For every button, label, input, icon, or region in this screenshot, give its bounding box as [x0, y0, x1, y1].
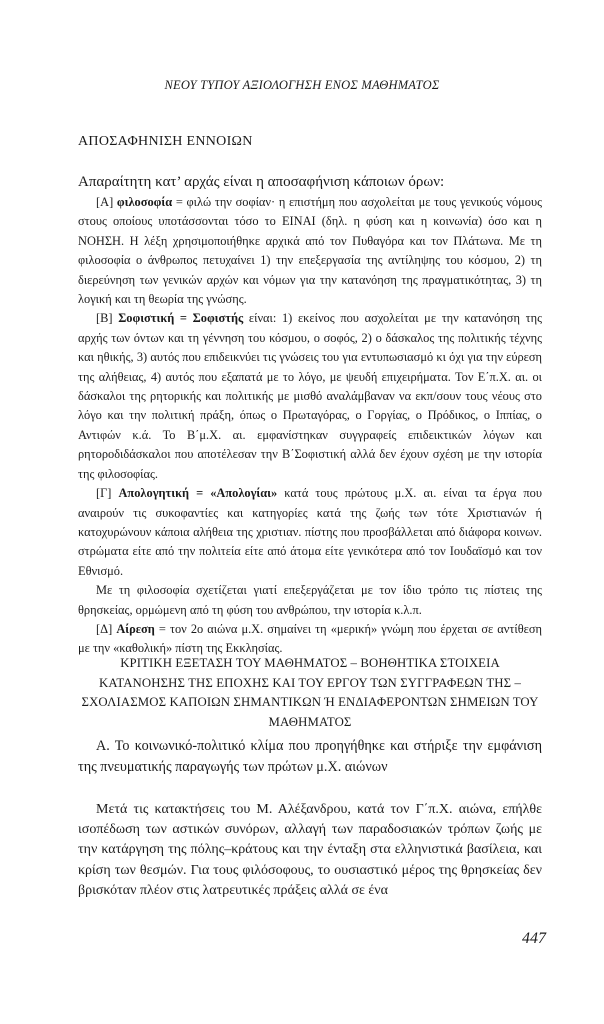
definition-term: Σοφιστική = Σοφιστής: [118, 311, 244, 326]
critical-heading-line: ΜΑΘΗΜΑΤΟΣ: [268, 714, 352, 729]
definitions-block: [78, 172, 542, 659]
definition-philosophy: [78, 193, 542, 309]
definition-prefix: [Β]: [96, 311, 119, 326]
definition-text: Με τη φιλοσοφία σχετίζεται γιατί επεξεργάζεται με τον ίδιο τρόπο τις πίστεις της θρησκείας, ορμώμενη από τη φύση του ανθρώπου, την ιστορία κ.λ.π.: [78, 583, 542, 617]
subheading-a: Α. Το κοινωνικό-πολιτικό κλίμα που προηγήθηκε και στήριξε την εμφάνιση της πνευματικής παραγωγής των πρώτων μ.Χ. αιώνων: [78, 738, 542, 775]
section-heading: ΑΠΟΣΑΦΗΝΙΣΗ ΕΝΝΟΙΩΝ: [78, 134, 253, 149]
critical-heading-line: ΚΡΙΤΙΚΗ ΕΞΕΤΑΣΗ ΤΟΥ ΜΑΘΗΜΑΤΟΣ – ΒΟΗΘΗΤΙΚΑ ΣΤΟΙΧΕΙΑ: [120, 656, 500, 670]
definition-sophistic: [78, 309, 542, 484]
critical-heading-line: ΣΧΟΛΙΑΣΜΟΣ ΚΑΠΟΙΩΝ ΣΗΜΑΝΤΙΚΩΝ Ή ΕΝΔΙΑΦΕΡΟΝΤΩΝ ΣΗΜΕΙΩΝ ΤΟΥ: [81, 695, 539, 710]
critical-heading-line: ΚΑΤΑΝΟΗΣΗΣ ΤΗΣ ΕΠΟΧΗΣ ΚΑΙ ΤΟΥ ΕΡΓΟΥ ΤΩΝ ΣΥΓΓΡΑΦΕΩΝ ΤΗΣ –: [99, 675, 521, 690]
definition-term: φιλοσοφία: [116, 195, 173, 209]
definition-term: Απολογητική = «Απολογίαι»: [118, 486, 278, 501]
definition-heresy: [78, 620, 542, 659]
definition-text: = φιλώ την σοφίαν· η επιστήμη που ασχολείται με τους γενικούς νόμους στους οποίους υποτάσσονται τόσο το ΕΙΝΑΙ (δηλ. η φύση και η κοινωνία) όσο και η ΝΟΗΣΗ. Η λέξη χρησιμοποιήθηκε αρχικά από τον Πυθαγόρα και τον Πλάτωνα. Με τη φιλοσοφία ο άνθρωπος πετυχαίνει 1) την επεξεργασία της αντίληψης του κόσμου, 2) τη διερεύνηση των γενικών αρχών και νόμων για την κατανόηση της πραγματικότητας, 3) τη λογική και τη θεωρία της γνώσης.: [78, 195, 542, 307]
definition-apologetics-note: [78, 581, 542, 620]
lead-sentence: Απαραίτητη κατ’ αρχάς είναι η αποσαφήνιση κάποιων όρων:: [78, 174, 445, 190]
definition-term: Αίρεση: [116, 621, 155, 636]
body-paragraph: Μετά τις κατακτήσεις του Μ. Αλέξανδρου, κατά τον Γ΄π.Χ. αιώνα, επήλθε ισοπέδωση των αστικών συνόρων, αλλαγή των παραδοσιακών τρόπων ζωής με την κατάργηση της πόλης–κράτους και την ένταξη στα ελληνιστικά βασίλεια, και κρίση των θεσμών. Για τους φιλόσοφους, το ουσιαστικό μέρος της θρησκείας δεν βρισκόταν πλέον στις λατρευτικές πράξεις αλλά σε ένα: [78, 802, 542, 898]
running-head: ΝΕΟΥ ΤΥΠΟΥ ΑΞΙΟΛΟΓΗΣΗ ΕΝΟΣ ΜΑΘΗΜΑΤΟΣ: [164, 78, 440, 92]
definition-text: είναι: 1) εκείνος που ασχολείται με την κατανόηση της αρχής των όντων και τη γέννηση του κόσμου, ο σοφός, 2) ο δάσκαλος της πολιτικής τέχνης και ηθικής, 3) αυτός που επιδεικνύει τις γνώσεις του για εντυπωσιασμό κι όχι για την εύρεση της αλήθειας, 4) αυτός που εξαπατά με το λόγο, με ψευδή επιχειρήματα. Τον Ε΄π.Χ. αι. οι δάσκαλοι της ρητορικής και πολιτικής με μισθό αναλάμβαναν να εκπ/σουν τους νέους στο λόγο και την πολιτική πράξη, όπως ο Πρωταγόρας, ο Γοργίας, ο Πρόδικος, ο Ιππίας, ο Αντιφών κ.ά. Το Β΄μ.Χ. αι. εμφανίστηκαν συγγραφείς επιδεικτικών λόγων και ρητοροδιδάσκαλοι που αποτέλεσαν την Β΄Σοφιστική αλλά δεν έχουν σχέση με την ιστορία της φιλοσοφίας.: [78, 311, 542, 481]
definition-prefix: [Α]: [96, 195, 117, 209]
definition-text: = τον 2ο αιώνα μ.Χ. σημαίνει τη «μερική» γνώμη που έρχεται σε αντίθεση με την «καθολική» πίστη της Εκκλησίας.: [78, 621, 542, 656]
definition-prefix: [Γ]: [96, 486, 119, 501]
definition-text: κατά τους πρώτους μ.Χ. αι. είναι τα έργα που αναιρούν τις συκοφαντίες και κατηγορίες κατά της ζωής των τότε Χριστιανών ή κατοχυρώνουν κάποια αλήθεια της χριστιαν. πίστης που προσβάλλεται από διάφορα κοινων. στρώματα είτε από την πολιτεία είτε από άτομα είτε γενικότερα από τον Ιουδαϊσμό και τον Εθνισμό.: [78, 486, 542, 578]
definition-prefix: [Δ]: [96, 621, 117, 636]
page-number: 447: [522, 930, 546, 947]
definition-apologetics: [78, 484, 542, 581]
critical-heading: [70, 654, 550, 732]
